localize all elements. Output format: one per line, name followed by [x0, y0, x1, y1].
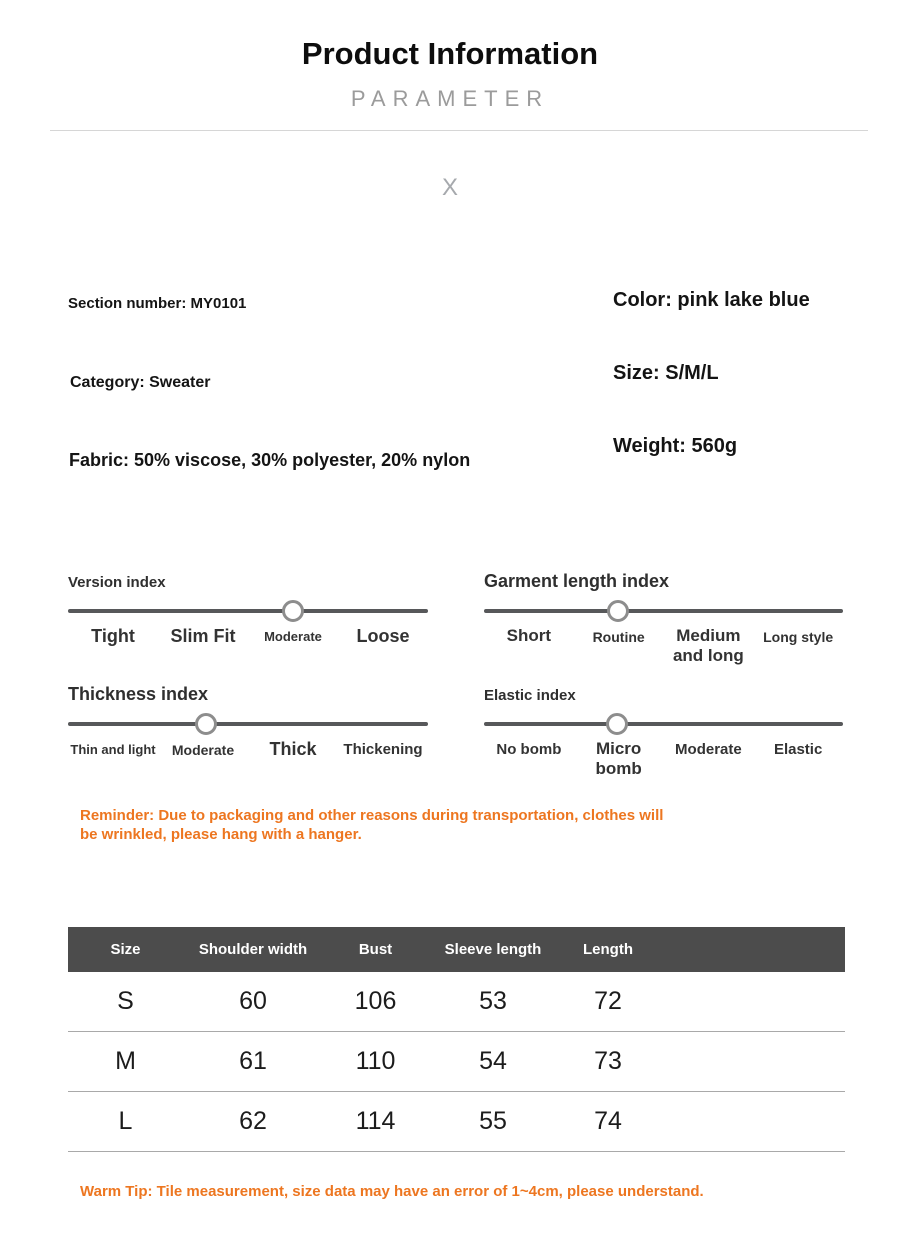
- cell-size: S: [117, 987, 134, 1015]
- cell-shoulder-width: 61: [239, 1047, 267, 1075]
- slider-label: Micro bomb: [595, 739, 642, 778]
- slider-label: Slim Fit: [170, 626, 236, 646]
- slider-label: Short: [506, 626, 552, 645]
- thickness-index-title: Thickness index: [68, 684, 209, 704]
- garment-length-index-track: [484, 609, 843, 613]
- cell-shoulder-width: 60: [239, 987, 267, 1015]
- cell-length: 73: [594, 1047, 622, 1075]
- cell-shoulder-width: 62: [239, 1107, 267, 1135]
- slider-label: Routine: [592, 629, 645, 645]
- garment-length-index-slider: [484, 570, 843, 680]
- color: Color: pink lake blue: [613, 289, 810, 311]
- version-index-slider: [68, 570, 428, 680]
- cell-sleeve-length: 55: [479, 1107, 507, 1135]
- version-index-title: Version index: [68, 574, 166, 591]
- cell-bust: 110: [355, 1047, 396, 1075]
- garment-length-index-title: Garment length index: [484, 571, 670, 591]
- column-header-size: Size: [110, 941, 141, 958]
- cell-size: M: [115, 1047, 136, 1075]
- category: Category: Sweater: [70, 374, 211, 391]
- cell-size: L: [118, 1107, 133, 1135]
- page-subtitle: PARAMETER: [350, 86, 550, 111]
- reminder-note: Reminder: Due to packaging and other reasons during transportation, clothes will be wrinkled, please hang with a hanger.: [80, 807, 664, 843]
- slider-label: Moderate: [264, 629, 322, 644]
- slider-label: Thin and light: [70, 742, 156, 757]
- thickness-index-labels: [68, 739, 428, 760]
- size: Size: S/M/L: [613, 362, 719, 384]
- column-header-sleeve-length: Sleeve length: [444, 941, 542, 958]
- version-index-knob: [282, 600, 304, 622]
- cell-bust: 114: [355, 1107, 396, 1135]
- elastic-index-track: [484, 722, 843, 726]
- slider-label: Long style: [763, 629, 834, 645]
- slider-label: Medium and long: [672, 626, 744, 665]
- version-index-labels: [68, 626, 428, 647]
- version-index-track: [68, 609, 428, 613]
- cell-sleeve-length: 54: [479, 1047, 507, 1075]
- weight: Weight: 560g: [613, 435, 738, 457]
- slider-label: Moderate: [171, 742, 235, 758]
- table-row-l: [68, 1092, 845, 1152]
- thickness-index-track: [68, 722, 428, 726]
- slider-label: Thickening: [343, 741, 423, 758]
- slider-label: No bomb: [496, 741, 562, 758]
- size-table-header: [68, 927, 845, 972]
- thickness-index-knob: [195, 713, 217, 735]
- slider-label: Thick: [269, 739, 317, 759]
- size-table: [68, 927, 845, 1152]
- cell-length: 74: [594, 1107, 622, 1135]
- column-header-shoulder-width: Shoulder width: [198, 941, 308, 958]
- thickness-index-slider: [68, 683, 428, 793]
- header-divider: [50, 130, 868, 131]
- elastic-index-title: Elastic index: [484, 687, 576, 704]
- garment-length-index-labels: [484, 626, 843, 665]
- column-header-length: Length: [583, 941, 633, 958]
- cell-bust: 106: [354, 987, 397, 1015]
- slider-label: Loose: [356, 626, 410, 646]
- fabric: Fabric: 50% viscose, 30% polyester, 20% nylon: [69, 450, 471, 470]
- elastic-index-labels: [484, 739, 843, 778]
- section-number: Section number: MY0101: [68, 295, 247, 312]
- cell-sleeve-length: 53: [479, 987, 507, 1015]
- slider-label: Moderate: [675, 741, 742, 758]
- slider-label: Elastic: [773, 741, 823, 758]
- elastic-index-knob: [606, 713, 628, 735]
- image-placeholder-icon: X: [441, 174, 458, 201]
- table-row-s: [68, 972, 845, 1032]
- slider-label: Tight: [91, 626, 135, 646]
- warm-tip-note: Warm Tip: Tile measurement, size data may have an error of 1~4cm, please understand.: [80, 1183, 704, 1200]
- column-header-bust: Bust: [358, 941, 393, 958]
- garment-length-index-knob: [607, 600, 629, 622]
- elastic-index-slider: [484, 683, 843, 793]
- page-title: Product Information: [301, 36, 599, 71]
- table-row-m: [68, 1032, 845, 1092]
- cell-length: 72: [594, 987, 622, 1015]
